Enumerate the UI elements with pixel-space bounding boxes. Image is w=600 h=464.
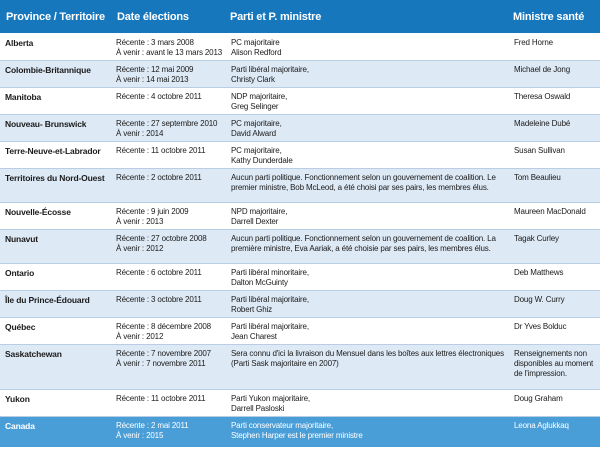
cell-dates-line: À venir : 2012: [116, 332, 164, 341]
cell-health-minister-line: Tom Beaulieu: [514, 173, 561, 182]
cell-party-line: Aucun parti politique. Fonctionnement selon un gouvernement de coalition. Le premier ministre, Bob McLeod, a été choisi par ses pairs, les membres élus.: [231, 173, 496, 192]
cell-province: Terre-Neuve-et-Labrador: [0, 142, 111, 169]
cell-health-minister-line: Tagak Curley: [514, 234, 559, 243]
cell-party-line: Aucun parti politique. Fonctionnement selon un gouvernement de coalition. La première ministre, Eva Aariak, a été choisie par ses pairs, les membres élus.: [231, 234, 496, 253]
cell-health-minister: [509, 230, 600, 264]
table-row: [0, 34, 600, 61]
cell-party-line: Greg Selinger: [231, 102, 279, 111]
cell-dates-line: Récente : 27 septembre 2010: [116, 119, 218, 128]
cell-dates-line: Récente : 4 octobre 2011: [116, 92, 202, 101]
cell-dates: [111, 169, 226, 203]
cell-dates-line: Récente : 11 octobre 2011: [116, 394, 206, 403]
cell-dates-line: Récente : 3 octobre 2011: [116, 295, 202, 304]
cell-health-minister-line: Fred Horne: [514, 38, 553, 47]
cell-health-minister: [509, 390, 600, 417]
cell-party: [226, 390, 509, 417]
cell-party-line: Sera connu d'ici la livraison du Mensuel dans les boîtes aux lettres électroniques (Parti Sask majoritaire en 2007): [231, 349, 504, 368]
cell-province: Alberta: [0, 34, 111, 61]
cell-dates-line: Récente : 8 décembre 2008: [116, 322, 211, 331]
cell-dates: [111, 345, 226, 390]
header-health-minister: Ministre santé: [509, 0, 600, 34]
cell-health-minister: [509, 61, 600, 88]
cell-dates: [111, 115, 226, 142]
table-row: [0, 318, 600, 345]
cell-party-line: PC majoritaire,: [231, 119, 282, 128]
cell-party-line: Parti libéral majoritaire,: [231, 295, 309, 304]
cell-health-minister-line: Leona Aglukkaq: [514, 421, 569, 430]
cell-party: [226, 291, 509, 318]
cell-party: [226, 61, 509, 88]
cell-dates: [111, 230, 226, 264]
cell-dates: [111, 417, 226, 447]
cell-dates: [111, 318, 226, 345]
cell-province: Nouveau- Brunswick: [0, 115, 111, 142]
cell-party-line: Parti libéral majoritaire,: [231, 65, 309, 74]
cell-health-minister-line: Renseignements non disponibles au moment de l'impression.: [514, 349, 594, 378]
cell-dates: [111, 264, 226, 291]
cell-health-minister: [509, 88, 600, 115]
cell-health-minister: [509, 417, 600, 447]
cell-dates-line: À venir : 2015: [116, 431, 164, 440]
cell-health-minister: [509, 264, 600, 291]
table-row: [0, 264, 600, 291]
cell-province: Colombie-Britannique: [0, 61, 111, 88]
cell-health-minister-line: Doug Graham: [514, 394, 563, 403]
cell-health-minister: [509, 203, 600, 230]
cell-dates: [111, 34, 226, 61]
cell-party-line: David Alward: [231, 129, 276, 138]
cell-party: [226, 115, 509, 142]
cell-dates-line: À venir : 2014: [116, 129, 164, 138]
cell-party-line: Parti libéral majoritaire,: [231, 322, 309, 331]
cell-province: Île du Prince-Édouard: [0, 291, 111, 318]
cell-party-line: Parti conservateur majoritaire,: [231, 421, 334, 430]
cell-party-line: Jean Charest: [231, 332, 277, 341]
cell-party: [226, 345, 509, 390]
cell-health-minister-line: Michael de Jong: [514, 65, 571, 74]
cell-health-minister-line: Deb Matthews: [514, 268, 564, 277]
table-row: [0, 142, 600, 169]
cell-health-minister: [509, 169, 600, 203]
header-party: Parti et P. ministre: [226, 0, 509, 34]
cell-party-line: Parti Yukon majoritaire,: [231, 394, 310, 403]
cell-province: Saskatchewan: [0, 345, 111, 390]
cell-party-line: Kathy Dunderdale: [231, 156, 293, 165]
cell-dates-line: Récente : 3 mars 2008: [116, 38, 194, 47]
cell-party-line: Darrell Pasloski: [231, 404, 285, 413]
table-row: [0, 115, 600, 142]
header-province: Province / Territoire: [0, 0, 111, 34]
cell-dates-line: À venir : 14 mai 2013: [116, 75, 189, 84]
cell-party: [226, 230, 509, 264]
table-row: [0, 417, 600, 447]
cell-health-minister: [509, 345, 600, 390]
cell-dates: [111, 291, 226, 318]
cell-health-minister: [509, 142, 600, 169]
cell-party-line: Christy Clark: [231, 75, 275, 84]
cell-health-minister-line: Theresa Oswald: [514, 92, 571, 101]
table-row: [0, 61, 600, 88]
cell-party: [226, 34, 509, 61]
cell-health-minister: [509, 318, 600, 345]
cell-party: [226, 318, 509, 345]
table-row: [0, 169, 600, 203]
table-row: [0, 345, 600, 390]
cell-province: Canada: [0, 417, 111, 447]
cell-party: [226, 203, 509, 230]
cell-dates-line: Récente : 12 mai 2009: [116, 65, 194, 74]
cell-province: Manitoba: [0, 88, 111, 115]
cell-health-minister-line: Maureen MacDonald: [514, 207, 586, 216]
cell-health-minister: [509, 34, 600, 61]
table-row: [0, 230, 600, 264]
cell-dates: [111, 88, 226, 115]
cell-dates-line: Récente : 27 octobre 2008: [116, 234, 207, 243]
cell-dates: [111, 390, 226, 417]
cell-party-line: Dalton McGuinty: [231, 278, 288, 287]
header-row: [0, 0, 600, 34]
cell-province: Québec: [0, 318, 111, 345]
cell-dates: [111, 142, 226, 169]
cell-dates-line: Récente : 6 octobre 2011: [116, 268, 202, 277]
cell-province: Yukon: [0, 390, 111, 417]
cell-party: [226, 417, 509, 447]
cell-party: [226, 88, 509, 115]
cell-party: [226, 264, 509, 291]
cell-province: Nunavut: [0, 230, 111, 264]
cell-party-line: NPD majoritaire,: [231, 207, 288, 216]
cell-health-minister-line: Susan Sullivan: [514, 146, 565, 155]
cell-party: [226, 142, 509, 169]
cell-dates: [111, 203, 226, 230]
cell-dates-line: Récente : 11 octobre 2011: [116, 146, 206, 155]
header-dates: Date élections: [111, 0, 226, 34]
cell-health-minister: [509, 291, 600, 318]
cell-party-line: Darrell Dexter: [231, 217, 279, 226]
cell-dates: [111, 61, 226, 88]
cell-party-line: Alison Redford: [231, 48, 282, 57]
cell-dates-line: À venir : 7 novembre 2011: [116, 359, 206, 368]
table-row: [0, 291, 600, 318]
cell-dates-line: Récente : 2 octobre 2011: [116, 173, 202, 182]
cell-health-minister-line: Doug W. Curry: [514, 295, 565, 304]
table-row: [0, 203, 600, 230]
cell-dates-line: Récente : 2 mai 2011: [116, 421, 189, 430]
cell-dates-line: À venir : avant le 13 mars 2013: [116, 48, 223, 57]
cell-province: Ontario: [0, 264, 111, 291]
cell-dates-line: Récente : 9 juin 2009: [116, 207, 189, 216]
cell-province: Territoires du Nord-Ouest: [0, 169, 111, 203]
cell-health-minister: [509, 115, 600, 142]
cell-province: Nouvelle-Écosse: [0, 203, 111, 230]
cell-party-line: Parti libéral minoritaire,: [231, 268, 309, 277]
cell-party: [226, 169, 509, 203]
cell-health-minister-line: Madeleine Dubé: [514, 119, 571, 128]
cell-health-minister-line: Dr Yves Bolduc: [514, 322, 567, 331]
cell-dates-line: À venir : 2012: [116, 244, 164, 253]
table-row: [0, 88, 600, 115]
cell-party-line: Stephen Harper est le premier ministre: [231, 431, 363, 440]
cell-party-line: PC majoritaire: [231, 38, 280, 47]
table-row: [0, 390, 600, 417]
cell-party-line: NDP majoritaire,: [231, 92, 288, 101]
cell-party-line: PC majoritaire,: [231, 146, 282, 155]
cell-dates-line: À venir : 2013: [116, 217, 164, 226]
cell-dates-line: Récente : 7 novembre 2007: [116, 349, 211, 358]
cell-party-line: Robert Ghiz: [231, 305, 273, 314]
